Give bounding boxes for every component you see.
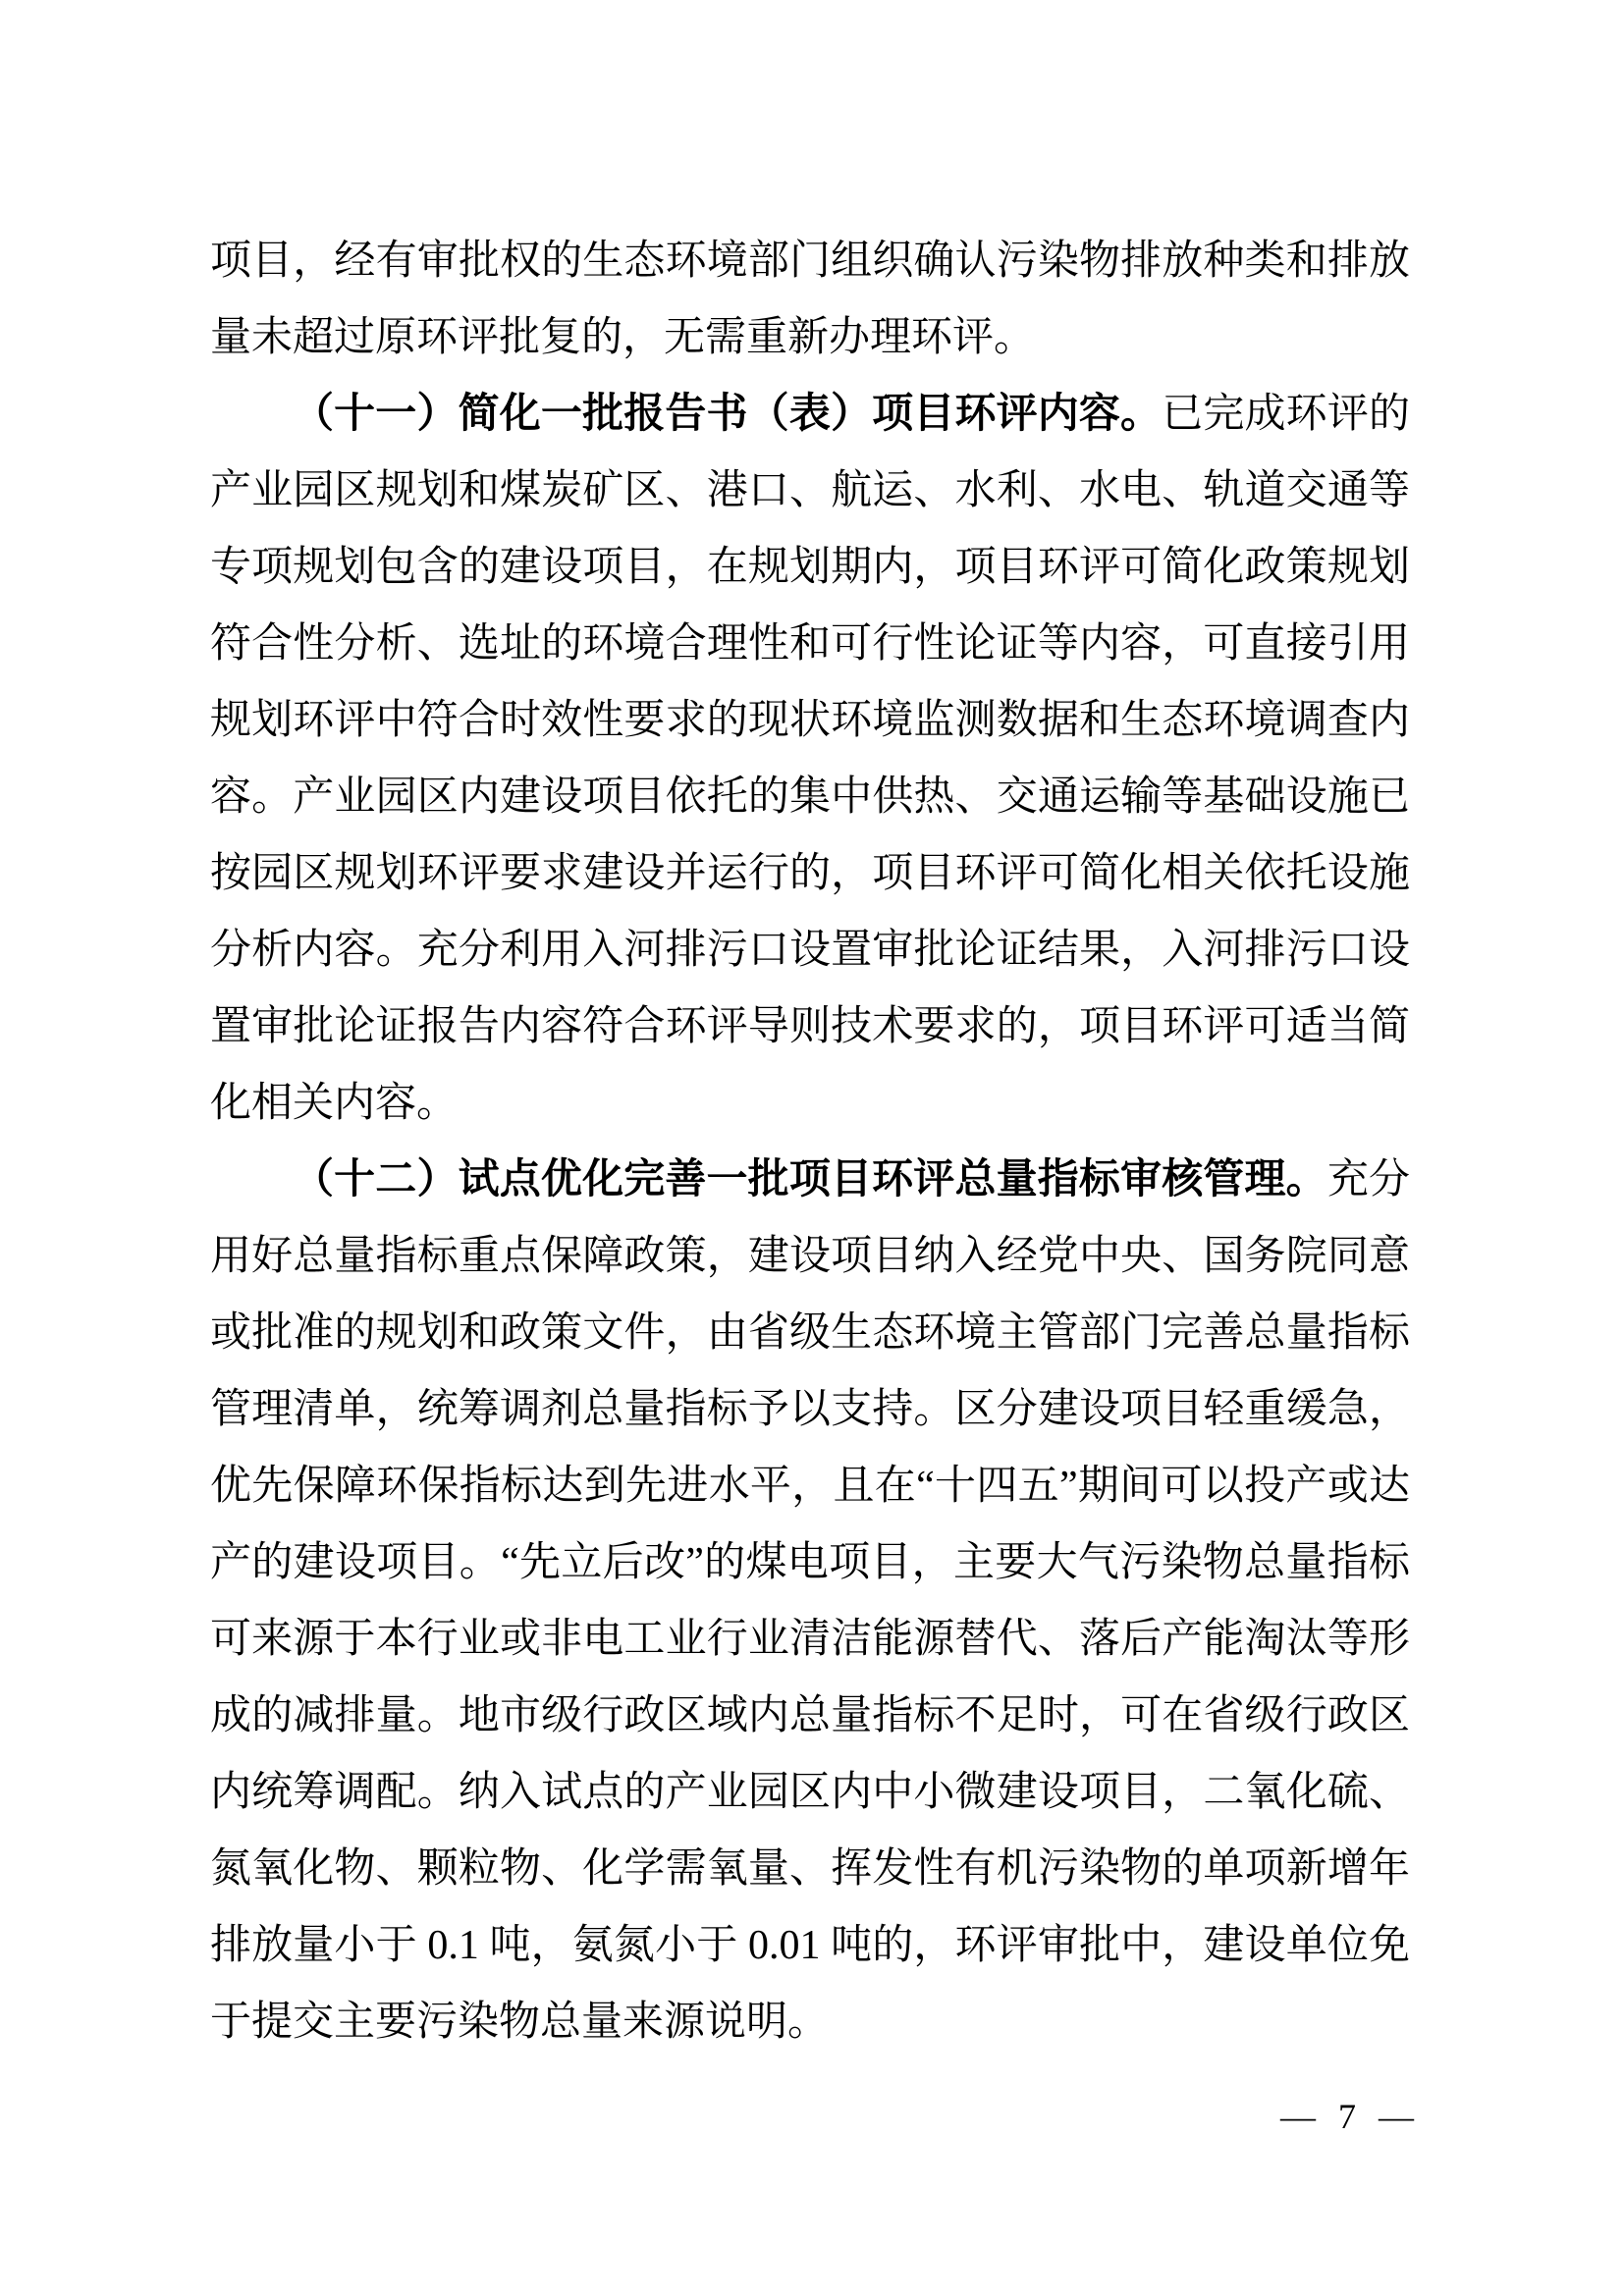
paragraph-text: 项目，经有审批权的生态环境部门组织确认污染物排放种类和排放量未超过原环评批复的，无需重新办理环评。	[210, 239, 1410, 360]
paragraph-item-12	[210, 1142, 1410, 2060]
paragraph-text: 已完成环评的产业园区规划和煤炭矿区、港口、航运、水利、水电、轨道交通等专项规划包含的建设项目，在规划期内，项目环评可简化政策规划符合性分析、选址的环境合理性和可行性论证等内容，可直接引用规划环评中符合时效性要求的现状环境监测数据和生态环境调查内容。产业园区内建设项目依托的集中供热、交通运输等基础设施已按园区规划环评要求建设并运行的，项目环评可简化相关依托设施分析内容。充分利用入河排污口设置审批论证结果，入河排污口设置审批论证报告内容符合环评导则技术要求的，项目环评可适当简化相关内容。	[210, 392, 1410, 1126]
paragraph-heading-11: （十一）简化一批报告书（表）项目环评内容。	[293, 392, 1163, 437]
page-number: — 7 —	[1280, 2097, 1414, 2136]
paragraph-item-11	[210, 376, 1410, 1142]
paragraph-text: 充分用好总量指标重点保障政策，建设项目纳入经党中央、国务院同意或批准的规划和政策文件，由省级生态环境主管部门完善总量指标管理清单，统筹调剂总量指标予以支持。区分建设项目轻重缓急，优先保障环保指标达到先进水平，且在“十四五”期间可以投产或达产的建设项目。“先立后改”的煤电项目，主要大气污染物总量指标可来源于本行业或非电工业行业清洁能源替代、落后产能淘汰等形成的减排量。地市级行政区域内总量指标不足时，可在省级行政区内统筹调配。纳入试点的产业园区内中小微建设项目，二氧化硫、氮氧化物、颗粒物、化学需氧量、挥发性有机污染物的单项新增年排放量小于 0.1 吨，氨氮小于 0.01 吨的，环评审批中，建设单位免于提交主要污染物总量来源说明。	[210, 1157, 1410, 2045]
document-body	[210, 223, 1410, 2060]
paragraph-continuation	[210, 223, 1410, 376]
paragraph-heading-12: （十二）试点优化完善一批项目环评总量指标审核管理。	[293, 1157, 1327, 1202]
